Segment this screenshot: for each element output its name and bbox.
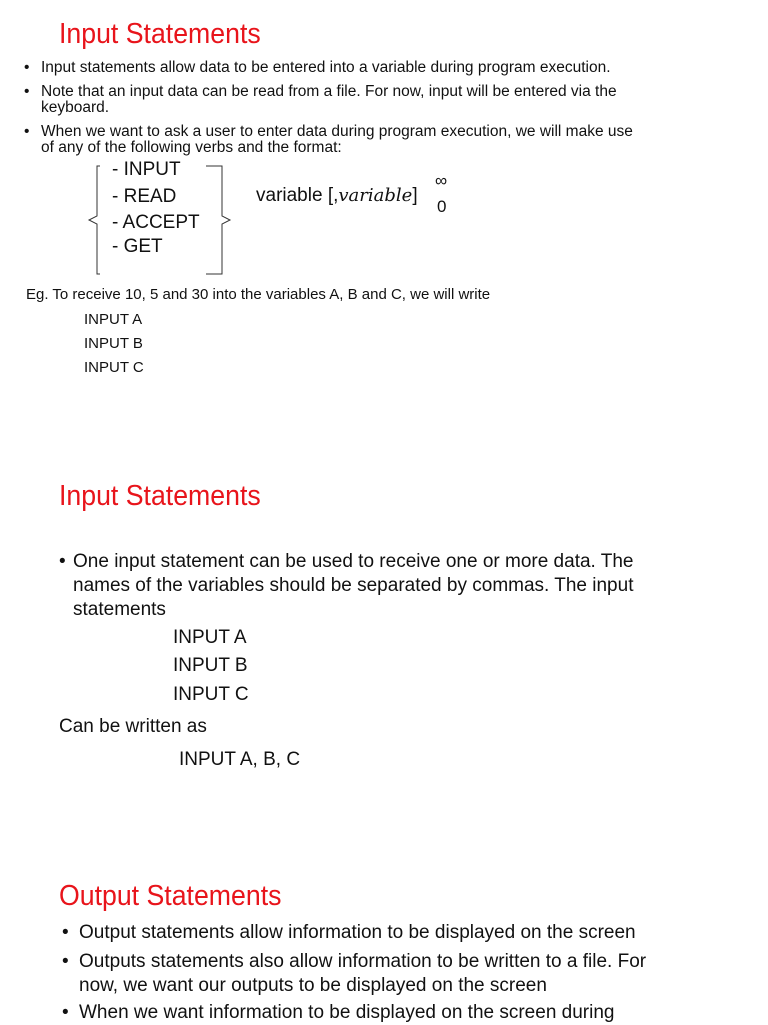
verb-get: - GET — [112, 236, 163, 257]
bullet-text-line-1: Outputs statements also allow information to be written to a file. For — [79, 951, 647, 972]
bullet-dot-icon: • — [59, 551, 66, 572]
bullet-text-line-3: statements — [73, 599, 166, 620]
bullet-text-line-1: Note that an input data can be read from a file. For now, input will be entered via the — [41, 83, 617, 100]
bullet-text-line-2: now, we want our outputs to be displayed on the screen — [79, 975, 547, 996]
example-line-2: INPUT B — [84, 335, 143, 352]
bullet-dot-icon: • — [62, 922, 69, 943]
bullet-dot-icon: • — [24, 123, 30, 140]
bullet-dot-icon: • — [62, 951, 69, 972]
format-superscript: ∞ — [435, 171, 448, 190]
verb-input: - INPUT — [112, 159, 181, 180]
slide2-code-line-2: INPUT B — [173, 655, 248, 676]
bullet-text-line-2: keyboard. — [41, 99, 110, 116]
format-variable: variable — [338, 185, 413, 206]
example-line-1: INPUT A — [84, 311, 143, 328]
format-suffix: ] — [412, 185, 418, 206]
slide2-code-line-3: INPUT C — [173, 684, 249, 705]
left-brace-icon — [86, 164, 102, 276]
bullet-text-line-1: One input statement can be used to receive one or more data. The — [73, 551, 634, 572]
bullet-text: When we want information to be displayed on the screen during — [79, 1002, 615, 1023]
slide1-title: Input Statements — [59, 18, 261, 50]
slide2-title: Input Statements — [59, 480, 261, 512]
right-brace-icon — [204, 164, 232, 276]
format-subscript: 0 — [437, 197, 447, 216]
example-line-3: INPUT C — [84, 359, 144, 376]
format-prefix: variable [, — [256, 185, 339, 206]
can-be-written-as: Can be written as — [59, 716, 207, 737]
slide2-code-line-1: INPUT A — [173, 627, 247, 648]
verb-accept: - ACCEPT — [112, 212, 200, 233]
slide3-bullet-2 — [62, 950, 752, 998]
bullet-text-line-2: names of the variables should be separated by commas. The input — [73, 575, 634, 596]
slide1-bullet-3 — [24, 124, 724, 156]
bullet-dot-icon: • — [24, 83, 30, 100]
example-intro: Eg. To receive 10, 5 and 30 into the variables A, B and C, we will write — [26, 286, 491, 303]
bullet-text-line-2: of any of the following verbs and the format: — [41, 139, 342, 156]
format-expression — [256, 186, 418, 205]
bullet-text: Input statements allow data to be entered into a variable during program execution. — [41, 59, 611, 76]
slide1-bullet-2 — [24, 84, 724, 116]
combined-statement: INPUT A, B, C — [179, 749, 301, 770]
bullet-dot-icon: • — [62, 1002, 69, 1023]
slide2-bullet — [59, 550, 739, 622]
slide3-title: Output Statements — [59, 880, 282, 912]
bullet-text: Output statements allow information to be displayed on the screen — [79, 922, 636, 943]
bullet-dot-icon: • — [24, 59, 30, 76]
verb-read: - READ — [112, 186, 177, 207]
bullet-text-line-1: When we want to ask a user to enter data during program execution, we will make use — [41, 123, 633, 140]
